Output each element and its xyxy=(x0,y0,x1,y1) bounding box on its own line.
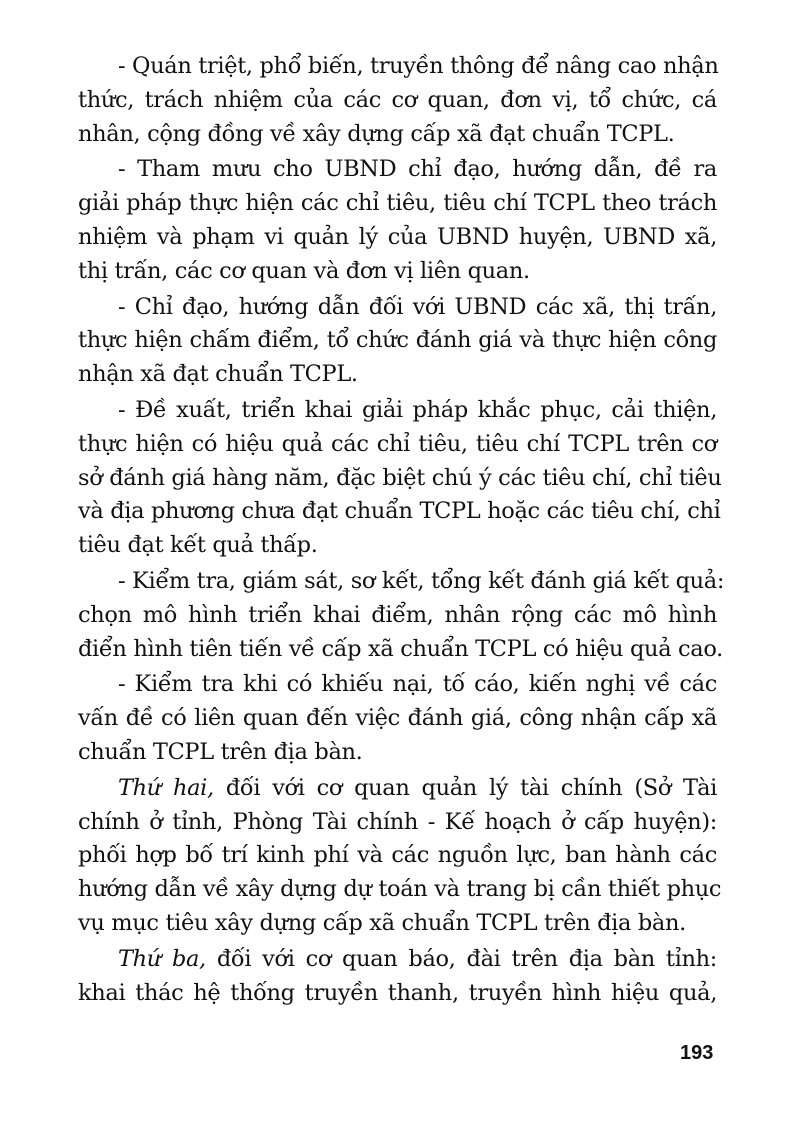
paragraph xyxy=(78,668,717,769)
text-line: giải pháp thực hiện các chỉ tiêu, tiêu chí TCPL theo trách xyxy=(78,190,717,217)
text-line: thức, trách nhiệm của các cơ quan, đơn vị, tổ chức, cá xyxy=(78,86,717,113)
text-line: khai thác hệ thống truyền thanh, truyền hình hiệu quả, xyxy=(78,979,717,1006)
text-line: - Đề xuất, triển khai giải pháp khắc phục, cải thiện, xyxy=(118,396,717,423)
text-line: - Quán triệt, phổ biến, truyền thông để nâng cao nhận xyxy=(118,53,719,79)
text-line: - Kiểm tra khi có khiếu nại, tố cáo, kiến nghị về các xyxy=(118,671,717,698)
text-run: đối với cơ quan quản lý tài chính (Sở Tài xyxy=(213,774,717,801)
text-line: nhân, cộng đồng về xây dựng cấp xã đạt chuẩn TCPL. xyxy=(78,120,675,147)
text-line: thực hiện chấm điểm, tổ chức đánh giá và thực hiện công xyxy=(78,327,717,354)
paragraph xyxy=(78,50,717,151)
paragraph xyxy=(78,943,717,1011)
text-line: thực hiện có hiệu quả các chỉ tiêu, tiêu chí TCPL trên cơ xyxy=(78,430,717,457)
text-line: thị trấn, các cơ quan và đơn vị liên quan. xyxy=(78,257,530,284)
text-line xyxy=(78,772,717,806)
paragraph xyxy=(78,153,717,288)
text-line: tiêu đạt kết quả thấp. xyxy=(78,532,318,559)
text-line: nhận xã đạt chuẩn TCPL. xyxy=(78,361,358,388)
text-line xyxy=(78,943,717,977)
paragraph xyxy=(78,394,722,563)
text-line: hướng dẫn về xây dựng dự toán và trang bị cần thiết phục xyxy=(78,876,722,903)
text-line: nhiệm và phạm vi quản lý của UBND huyện, UBND xã, xyxy=(78,223,717,250)
paragraph xyxy=(78,291,717,392)
text-line: - Kiểm tra, giám sát, sơ kết, tổng kết đánh giá kết quả: xyxy=(118,567,725,594)
text-line: và địa phương chưa đạt chuẩn TCPL hoặc các tiêu chí, chỉ xyxy=(78,498,721,525)
text-line: chuẩn TCPL trên địa bàn. xyxy=(78,738,363,765)
italic-lead: Thứ hai, xyxy=(118,774,214,801)
paragraph xyxy=(78,565,725,666)
italic-lead: Thứ ba, xyxy=(118,945,206,972)
paragraph xyxy=(78,772,722,941)
text-line: vụ mục tiêu xây dựng cấp xã chuẩn TCPL trên địa bàn. xyxy=(78,909,686,936)
text-line: - Tham mưu cho UBND chỉ đạo, hướng dẫn, đề ra xyxy=(118,156,717,183)
text-line: vấn đề có liên quan đến việc đánh giá, công nhận cấp xã xyxy=(78,705,717,732)
text-line: sở đánh giá hàng năm, đặc biệt chú ý các tiêu chí, chỉ tiêu xyxy=(78,464,722,491)
page-body xyxy=(78,50,725,1012)
text-line: chính ở tỉnh, Phòng Tài chính - Kế hoạch ở cấp huyện): xyxy=(78,808,717,835)
text-line: điển hình tiên tiến về cấp xã chuẩn TCPL có hiệu quả cao. xyxy=(78,635,723,662)
text-line: phối hợp bố trí kinh phí và các nguồn lực, ban hành các xyxy=(78,842,717,869)
text-line: chọn mô hình triển khai điểm, nhân rộng các mô hình xyxy=(78,601,717,628)
text-run: đối với cơ quan báo, đài trên địa bàn tỉnh: xyxy=(205,945,717,972)
page-number: 193 xyxy=(680,1042,714,1064)
text-line: - Chỉ đạo, hướng dẫn đối với UBND các xã, thị trấn, xyxy=(118,293,717,320)
